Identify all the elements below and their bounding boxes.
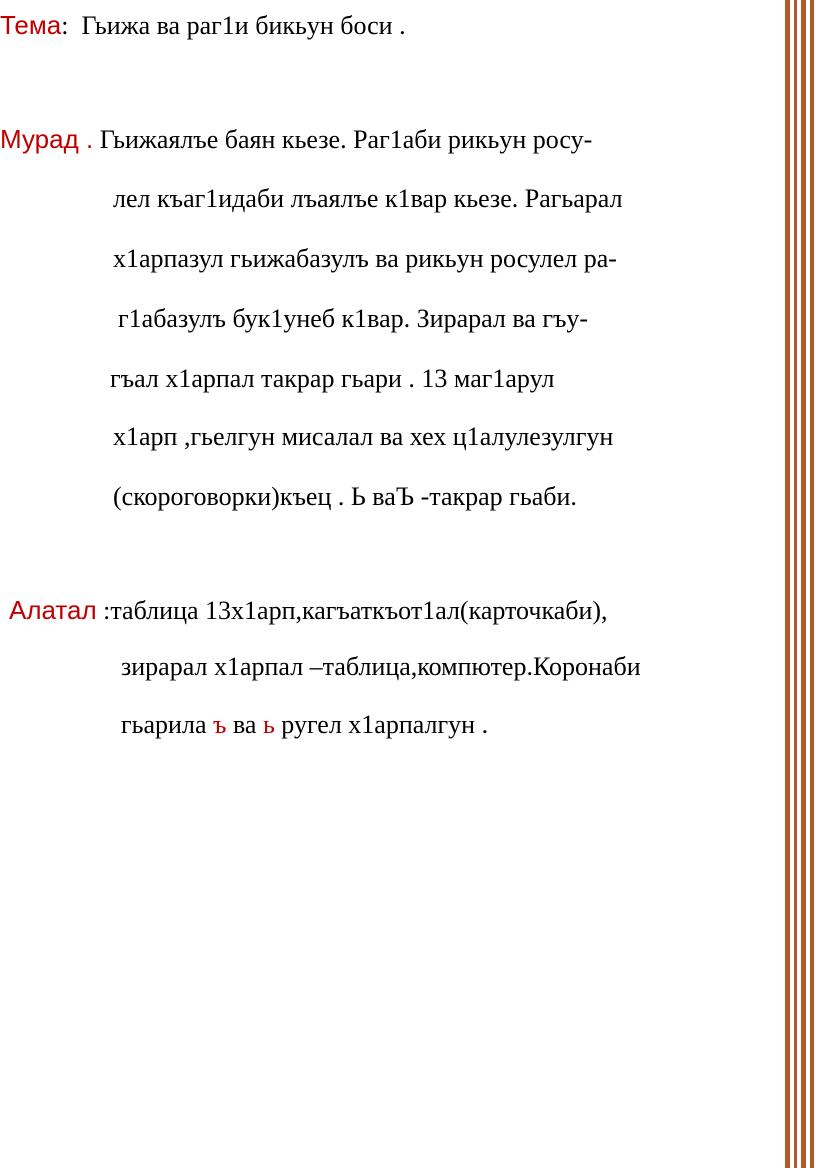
topic-line <box>0 10 406 41</box>
goal-text-line: лел къаг1идаби лъаялъе к1вар кьезе. Рагьарал <box>113 184 623 213</box>
goal-line-1 <box>0 124 592 155</box>
equipment-label: Алатал <box>9 595 97 625</box>
goal-label: Мурад . <box>0 124 94 154</box>
equipment-text-line-last <box>121 710 488 740</box>
soft-sign-letter: ь <box>262 710 275 739</box>
goal-text-line: Гьижаялъе баян кьезе. Раг1аби рикьун росу- <box>99 125 593 154</box>
goal-text-line: (скороговорки)къец . Ь ваЪ -такрар гьаби. <box>113 482 577 511</box>
topic-text: Гьижа ва раг1и бикьун боси . <box>81 11 406 40</box>
equipment-text-part: гьарила <box>121 710 213 739</box>
page-border-decoration <box>785 0 816 1168</box>
equipment-line-1 <box>9 595 608 626</box>
goal-text-line: х1арп ,гьелгун мисалал ва хех ц1алулезулгун <box>113 422 614 451</box>
equipment-text-part: ругел х1арпалгун . <box>274 710 489 739</box>
equipment-text-part: ва <box>226 710 263 739</box>
topic-label: Тема <box>0 10 62 40</box>
equipment-text-line: :таблица 13х1арп,кагъаткъот1ал(карточкаби), <box>103 596 608 625</box>
hard-sign-letter: ъ <box>213 710 227 739</box>
equipment-text-line: зирарал х1арпал –таблица,компютер.Коронаби <box>121 652 641 681</box>
topic-colon: : <box>61 11 69 40</box>
goal-text-line: г1абазулъ бук1унеб к1вар. Зирарал ва гъу- <box>118 304 589 333</box>
goal-text-line: х1арпазул гьижабазулъ ва рикьун росулел ра- <box>113 244 617 273</box>
goal-text-line: гъал х1арпал такрар гьари . 13 маг1арул <box>110 364 555 393</box>
